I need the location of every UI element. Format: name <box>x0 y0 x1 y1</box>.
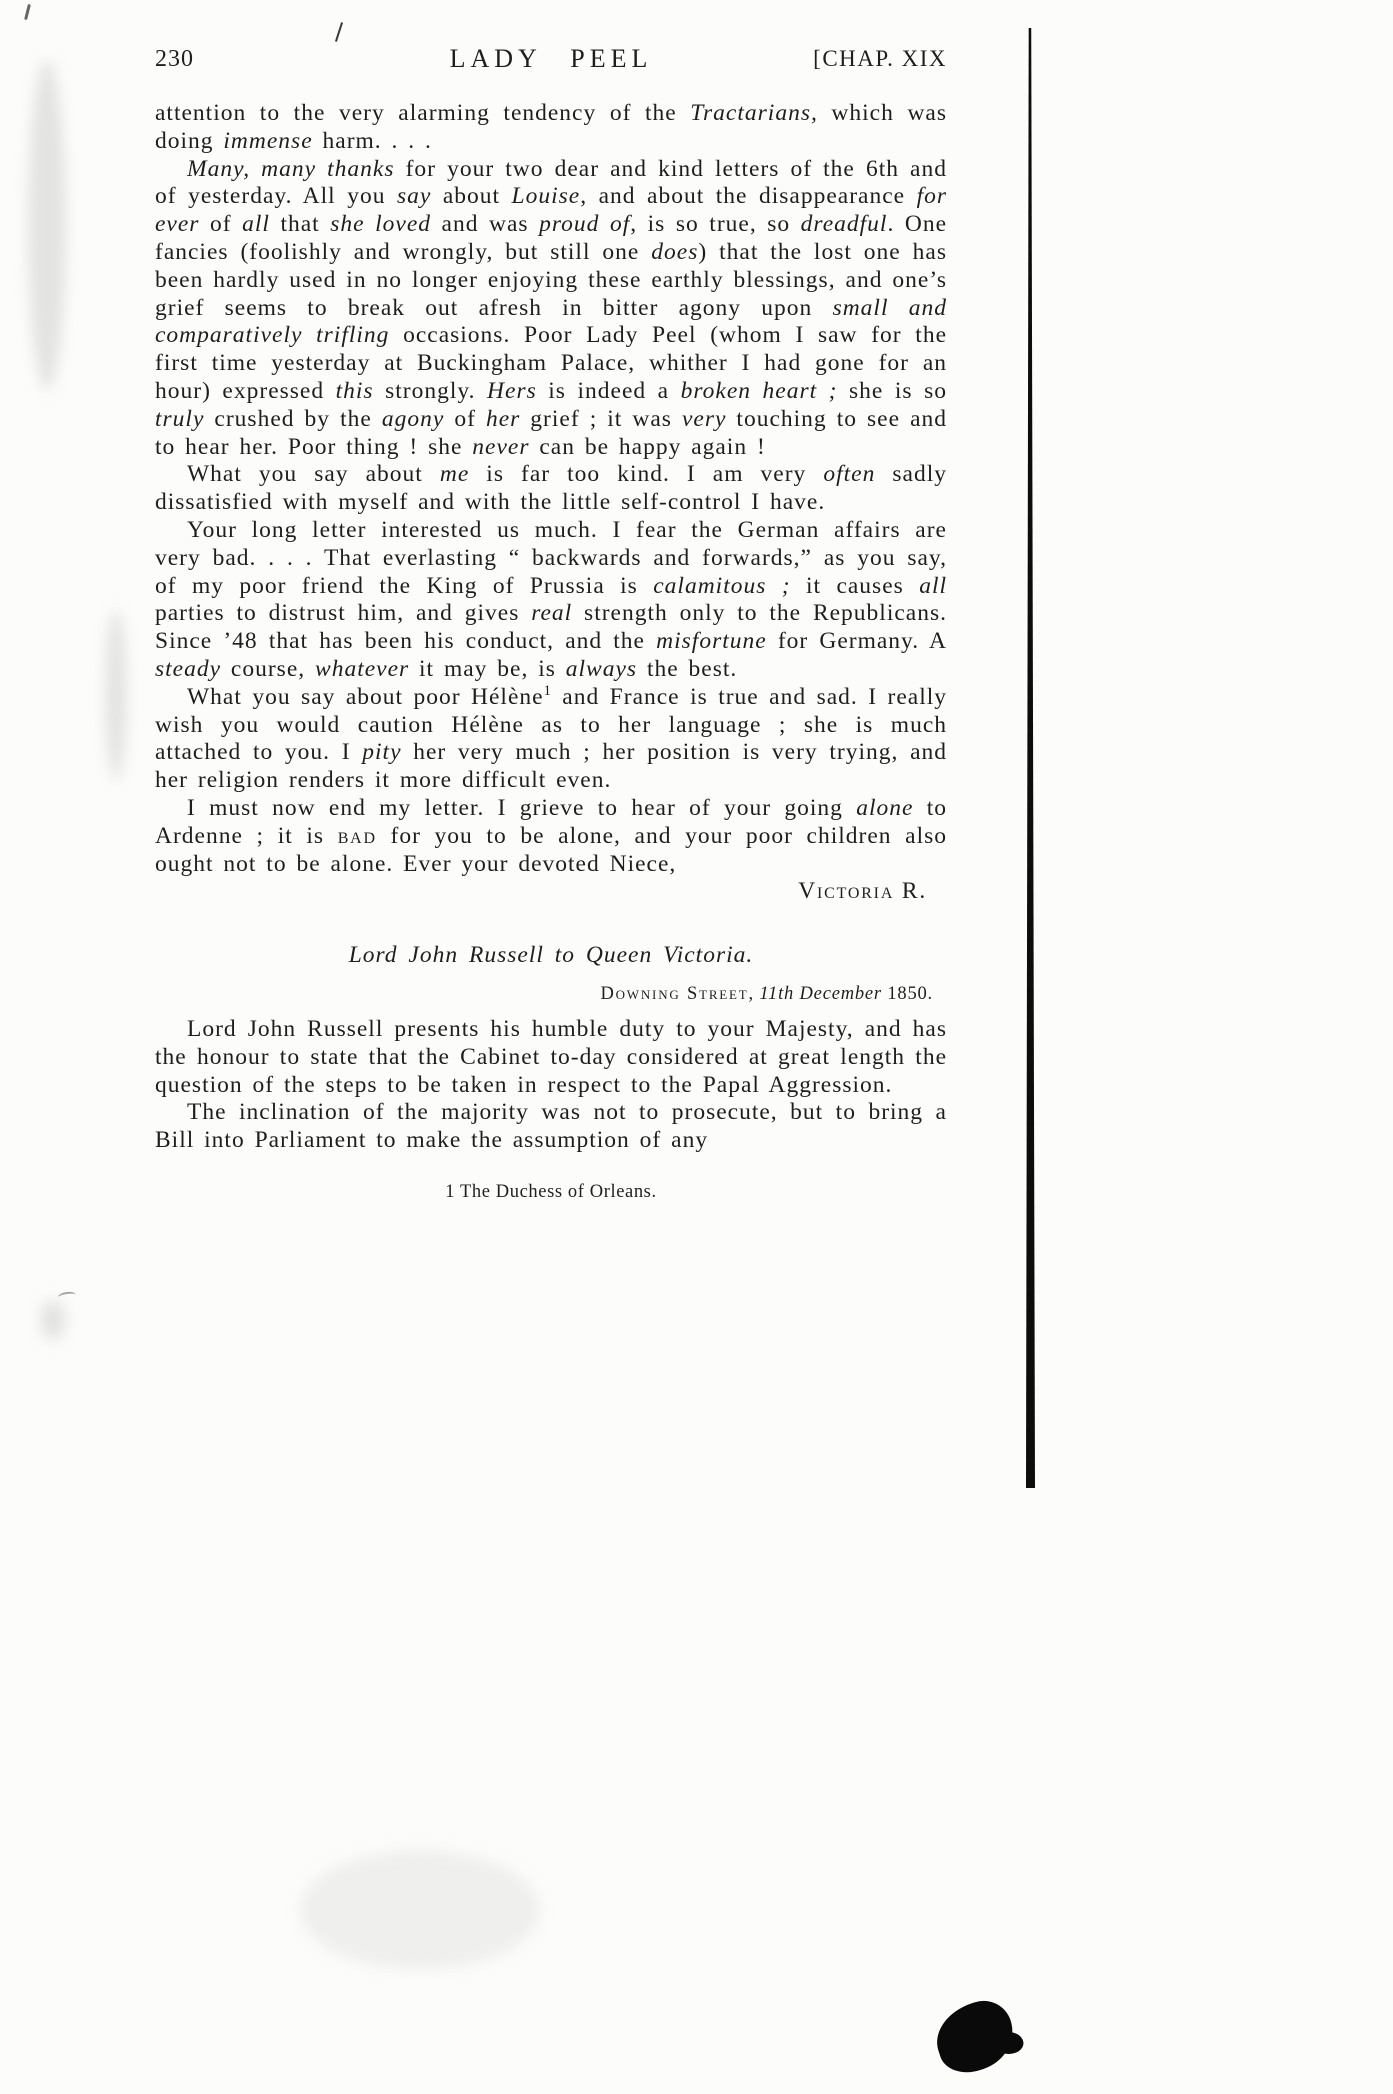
letter-body <box>155 100 947 906</box>
scan-stray-mark <box>58 1291 77 1301</box>
footnote: 1 The Duchess of Orleans. <box>445 1181 657 1202</box>
scan-smudge <box>28 60 66 390</box>
signature: Victoria R. <box>798 878 927 905</box>
letter-paragraph: I must now end my letter. I grieve to hear of your going alone to Ardenne ; it is bad for you to be alone, and your poor children also ought not to be alone. Ever your devoted Niece, <box>155 794 948 877</box>
letter-paragraph: Many, many thanks for your two dear and kind letters of the 6th and of yesterday. All you say about Louise, and about the disappearance for ever of all that she loved and was proud of, is so true, so dreadful. One fancies (foolishly and wrongly, but still one does) that the lost one has been hardly used in no longer enjoying these earthly blessings, and one’s grief seems to break out afresh in bitter agony upon small and comparatively trifling occasions. Poor Lady Peel (whom I saw for the first time yesterday at Buckingham Palace, whither I had gone for an hour) expressed this strongly. Hers is indeed a broken heart ; she is so truly crushed by the agony of her grief ; it was very touching to see and to hear her. Poor thing ! she never can be happy again ! <box>155 155 948 460</box>
letter-paragraph: What you say about me is far too kind. I am very often sadly dissatisfied with myself and with the little self-control I have. <box>155 461 947 516</box>
letter-heading: Lord John Russell to Queen Victoria. <box>348 942 754 969</box>
letter-paragraph: Your long letter interested us much. I fear the German affairs are very bad. . . . That everlasting “ backwards and forwards,” as you say, of my poor friend the King of Prussia is calamitous ; it causes all parties to distrust him, and gives real strength only to the Republicans. Since ’48 that has been his conduct, and the misfortune for Germany. A steady course, whatever it may be, is always the best. <box>155 516 947 682</box>
scan-artifact-blob <box>928 1994 1023 2081</box>
running-head <box>155 46 947 80</box>
scan-artifact-line <box>1026 28 1035 1488</box>
letter-paragraph: attention to the very alarming tendency of the Tractarians, which was doing immense harm. . . . <box>155 100 947 154</box>
dateline: Downing Street, 11th December 1850. <box>600 983 933 1004</box>
chapter-label: [CHAP. XIX <box>813 46 947 71</box>
page-number: 230 <box>155 46 194 72</box>
letter-paragraph: Lord John Russell presents his humble duty to your Majesty, and has the honour to state that the Cabinet to-day considered at great length the question of the steps to be taken in respect to the Papal Aggression. <box>155 1015 947 1098</box>
letter-paragraph: The inclination of the majority was not to prosecute, but to bring a Bill into Parliament to make the assumption of any <box>155 1099 947 1154</box>
scan-smudge <box>40 1300 66 1340</box>
scan-stray-mark <box>335 22 343 42</box>
scan-smudge <box>300 1850 540 1970</box>
page-title: LADY PEEL <box>449 44 653 73</box>
scan-smudge <box>105 610 127 780</box>
second-letter <box>155 942 947 1155</box>
scan-pencil-mark <box>24 4 31 20</box>
letter-paragraph: What you say about poor Hélène$^1$ and France is true and sad. I really wish you would caution Hélène as to her language ; she is much attached to you. I pity her very much ; her position is very trying, and her religion renders it more difficult even. <box>155 682 947 794</box>
page-content <box>155 46 947 1204</box>
